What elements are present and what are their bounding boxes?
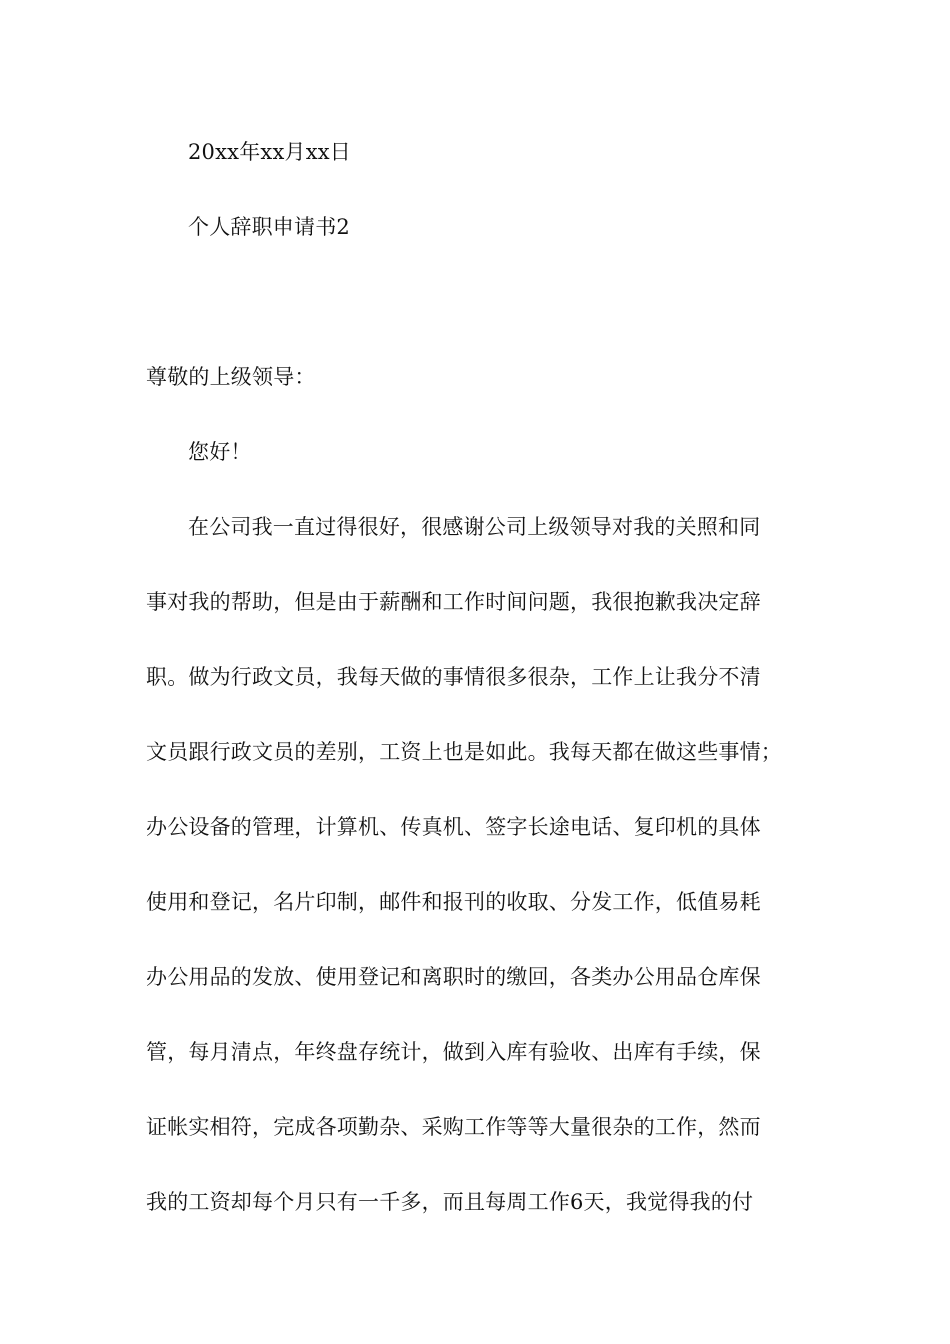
body-line: 管，每月清点，年终盘存统计，做到入库有验收、出库有手续，保	[146, 1040, 761, 1064]
body-line: 使用和登记，名片印制，邮件和报刊的收取、分发工作，低值易耗	[146, 890, 761, 914]
body-line: 办公设备的管理，计算机、传真机、签字长途电话、复印机的具体	[146, 815, 761, 839]
body-line: 证帐实相符，完成各项勤杂、采购工作等等大量很杂的工作，然而	[146, 1115, 761, 1139]
body-line: 文员跟行政文员的差别，工资上也是如此。我每天都在做这些事情；	[146, 740, 782, 764]
body-line: 我的工资却每个月只有一千多，而且每周工作6天，我觉得我的付	[146, 1190, 754, 1214]
body-line: 事对我的帮助，但是由于薪酬和工作时间问题，我很抱歉我决定辞	[146, 590, 761, 614]
section-title: 个人辞职申请书2	[188, 215, 350, 239]
body-line: 办公用品的发放、使用登记和离职时的缴回，各类办公用品仓库保	[146, 965, 761, 989]
body-line: 在公司我一直过得很好，很感谢公司上级领导对我的关照和同	[188, 515, 761, 539]
salutation: 尊敬的上级领导：	[146, 365, 316, 389]
greeting: 您好！	[188, 440, 252, 464]
date-line: 20xx年xx月xx日	[188, 140, 351, 164]
body-line: 职。做为行政文员，我每天做的事情很多很杂，工作上让我分不清	[146, 665, 761, 689]
